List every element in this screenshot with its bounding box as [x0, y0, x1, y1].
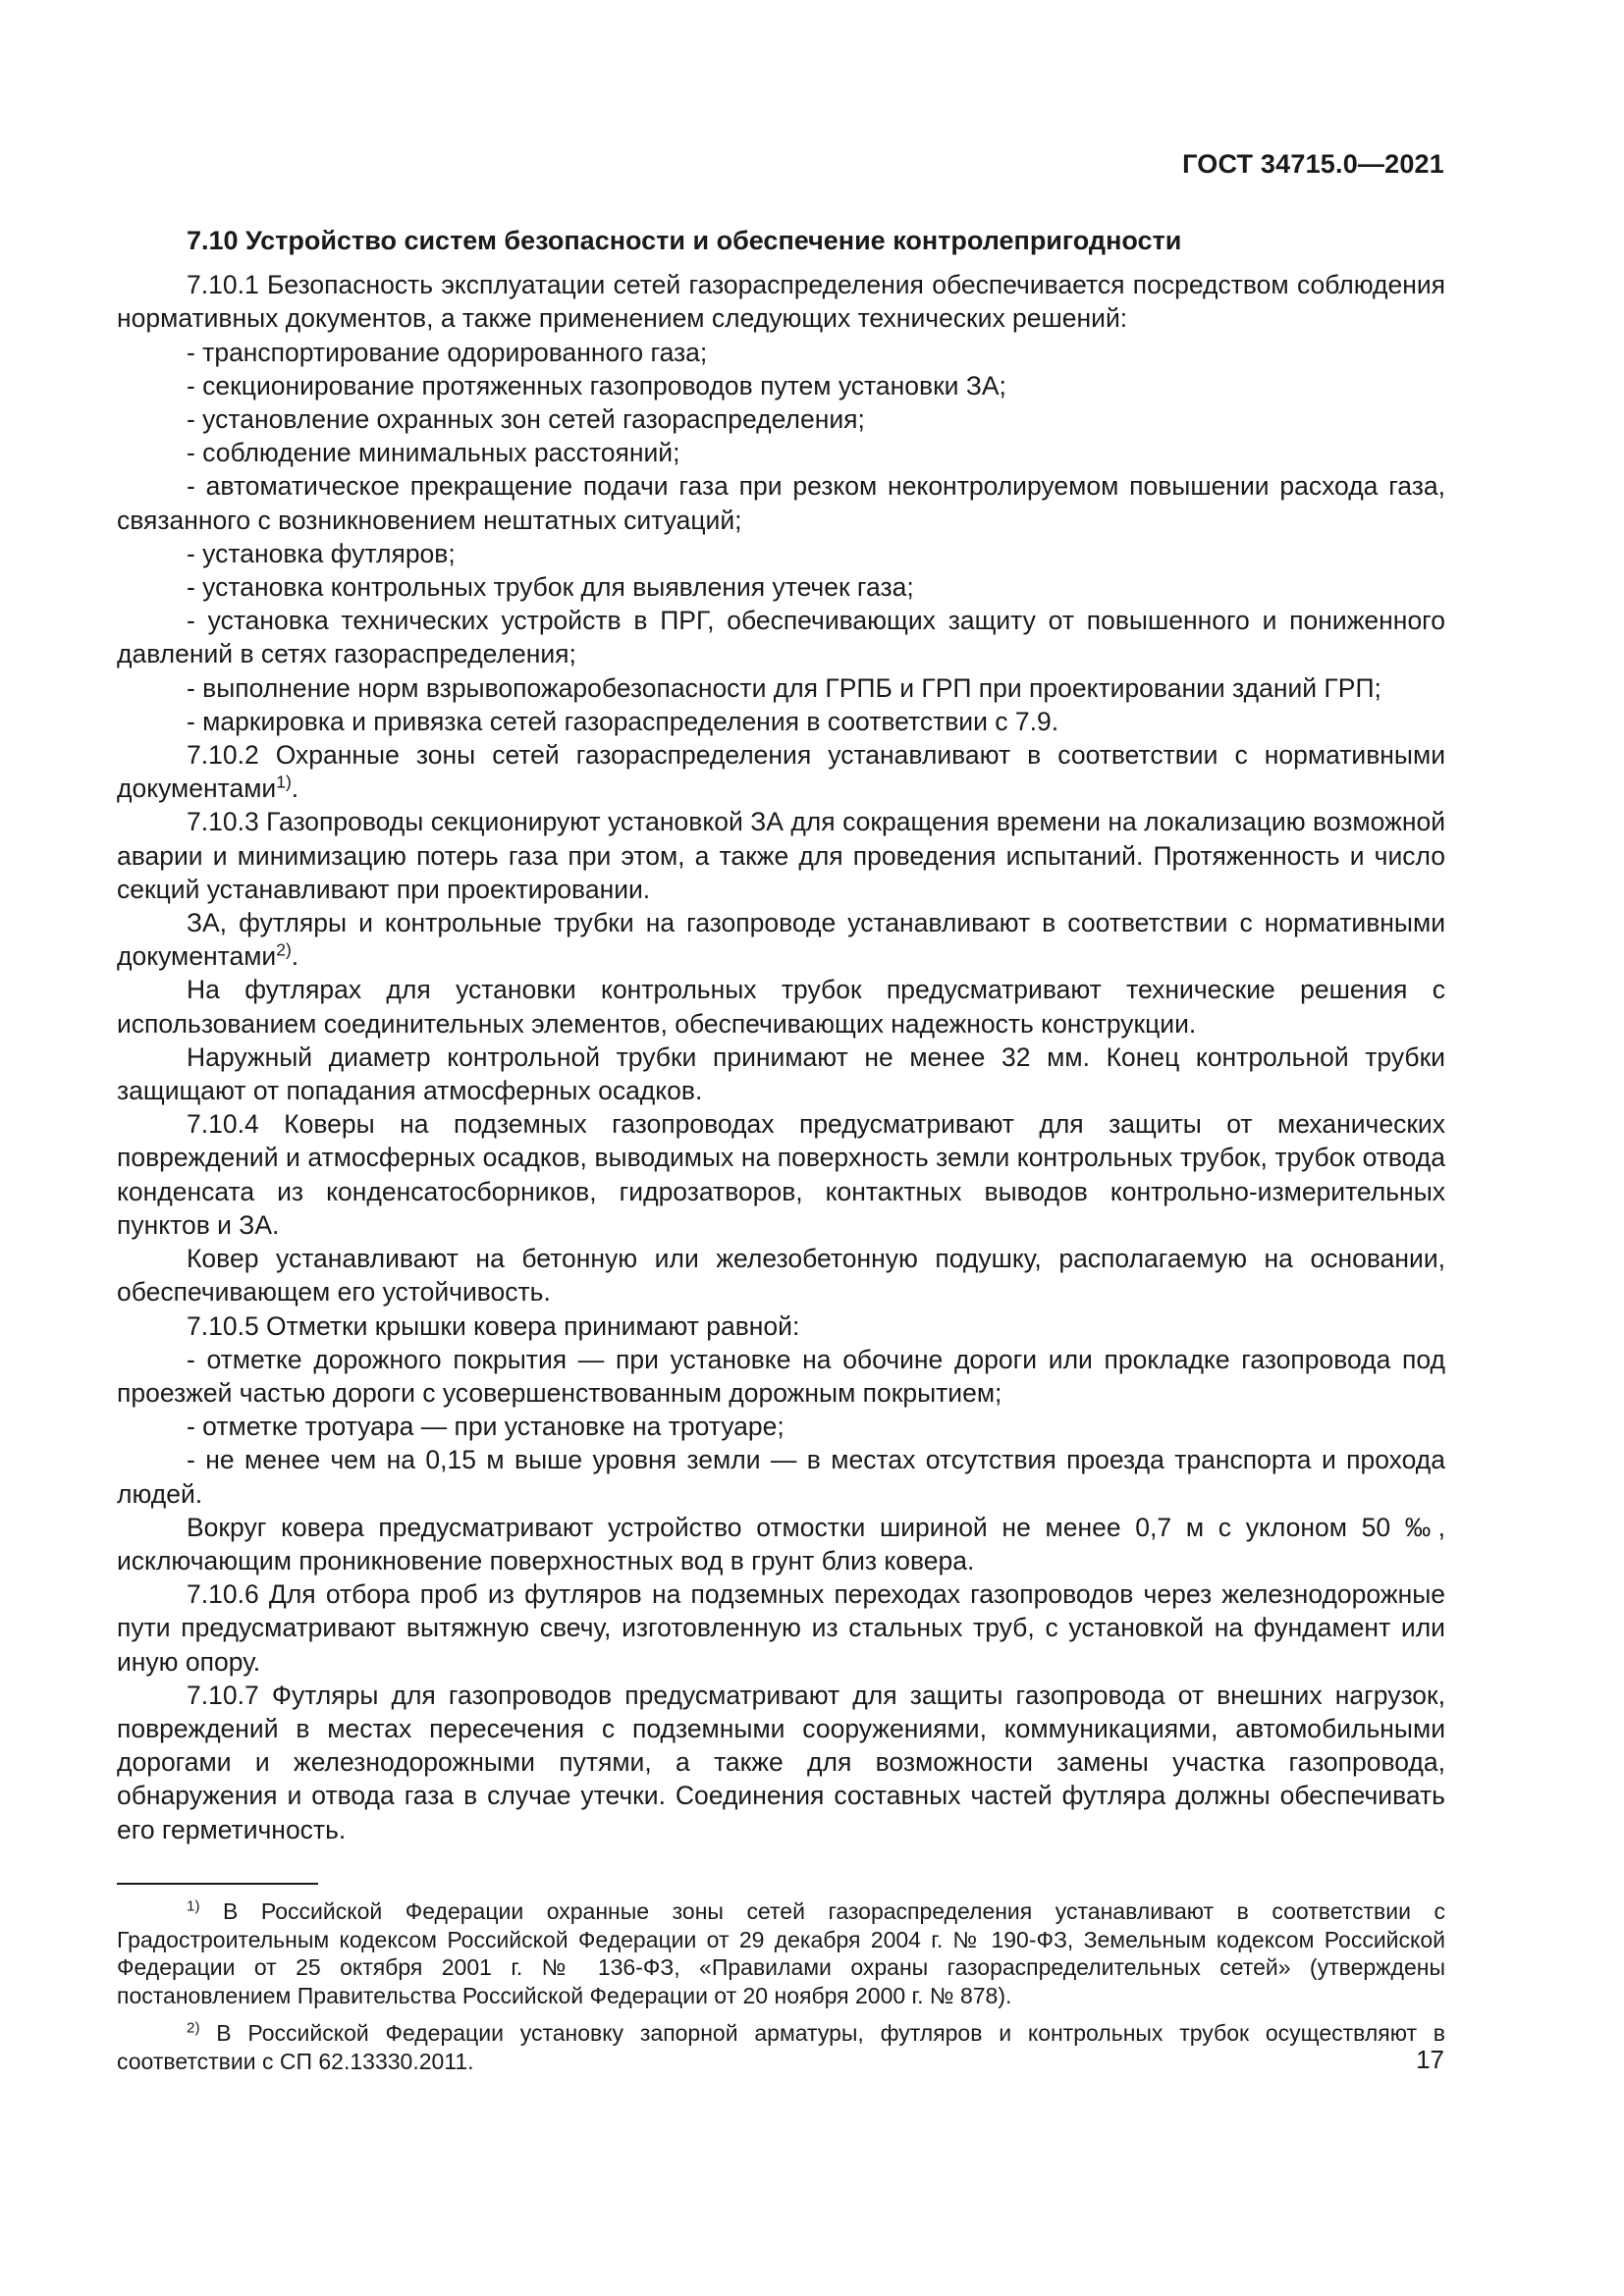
document-code-header: ГОСТ 34715.0—2021: [1182, 149, 1444, 179]
section-title: 7.10 Устройство систем безопасности и обеспечение контролепригодности: [187, 226, 1182, 255]
footnote-mark: 1): [187, 1897, 200, 1915]
footnote-text: В Российской Федерации установку запорной арматуры, футляров и контрольных трубок осуществляют в соответствии с СП 62.13330.2011.: [117, 2020, 1446, 2074]
list-item: - маркировка и привязка сетей газораспределения в соответствии с 7.9.: [187, 706, 1059, 736]
paragraph-7-10-1: 7.10.1 Безопасность эксплуатации сетей газораспределения обеспечивается посредством соблюдения нормативных документов, а также применением следующих технических решений:: [117, 270, 1445, 334]
paragraph-7-10-6: 7.10.6 Для отбора проб из футляров на подземных переходах газопроводов через железнодорожные пути предусматривают вытяжную свечу, изготовленную из стальных труб, с установкой на фундамент или иную опору.: [117, 1579, 1445, 1677]
list-item: - автоматическое прекращение подачи газа при резком неконтролируемом повышении расхода газа, связанного с возникновением нештатных ситуаций;: [117, 471, 1445, 535]
paragraph-diameter: Наружный диаметр контрольной трубки принимают не менее 32 мм. Конец контрольной трубки защищают от попадания атмосферных осадков.: [117, 1041, 1445, 1106]
list-item: - секционирование протяженных газопроводов путем установки ЗА;: [187, 370, 1006, 400]
paragraph-7-10-4: 7.10.4 Коверы на подземных газопроводах предусматривают для защиты от механических повреждений и атмосферных осадков, выводимых на поверхность земли контрольных трубок, трубок отвода конденсата из конденсатосборников, гидрозатворов, контактных выводов контрольно-измерительных пунктов и ЗА.: [117, 1109, 1445, 1240]
list-item: - транспортирование одорированного газа;: [187, 337, 708, 367]
paragraph-period: .: [291, 774, 299, 804]
list-item: - установка футляров;: [187, 538, 456, 568]
paragraph-text: ЗА, футляры и контрольные трубки на газопроводе устанавливают в соответствии с нормативными документами: [117, 908, 1445, 972]
footnote-divider: [117, 1883, 318, 1885]
page-number: 17: [1416, 2045, 1444, 2074]
footnote-text: В Российской Федерации охранные зоны сетей газораспределения устанавливают в соответствии с Градостроительным кодексом Российской Федерации от 29 декабря 2004 г. № 190-ФЗ, Земельным кодексом Российской Федерации от 25 октября 2001 г. № 136-ФЗ, «Правилами охраны газораспределительных сетей» (утверждены постановлением Правительства Российской Федерации от 20 ноября 2000 г. № 878).: [117, 1898, 1446, 2008]
list-item: - отметке тротуара — при установке на тротуаре;: [187, 1412, 785, 1442]
paragraph-period: .: [291, 941, 299, 972]
footnotes: [117, 1897, 1445, 2085]
list-item: - выполнение норм взрывопожаробезопасности для ГРПБ и ГРП при проектировании зданий ГРП;: [187, 672, 1381, 703]
paragraph-7-10-3: 7.10.3 Газопроводы секционируют установкой ЗА для сокращения времени на локализацию возможной аварии и минимизацию потерь газа при этом, а также для проведения испытаний. Протяженность и число секций устанавливают при проектировании.: [117, 807, 1445, 904]
footnote-ref-2[interactable]: 2): [276, 939, 292, 960]
footnote-1: [117, 1897, 1445, 2009]
paragraph-otmostka: Вокруг ковера предусматривают устройство отмостки шириной не менее 0,7 м с уклоном 50 ‰, исключающим проникновение поверхностных вод в грунт близ ковера.: [117, 1512, 1445, 1575]
paragraph-7-10-5: 7.10.5 Отметки крышки ковера принимают равной:: [187, 1310, 800, 1341]
footnote-mark: 2): [187, 2019, 200, 2037]
list-item: - отметке дорожного покрытия — при установке на обочине дороги или прокладке газопровода под проезжей частью дороги с усовершенствованным дорожным покрытием;: [117, 1344, 1445, 1408]
footnote-ref-1[interactable]: 1): [276, 772, 292, 792]
list-item: - установка контрольных трубок для выявления утечек газа;: [187, 572, 914, 603]
list-item: - не менее чем на 0,15 м выше уровня земли — в местах отсутствия проезда транспорта и прохода людей.: [117, 1445, 1445, 1509]
paragraph-text: 7.10.2 Охранные зоны сетей газораспределения устанавливают в соответствии с нормативными документами: [117, 740, 1445, 804]
list-item: - соблюдение минимальных расстояний;: [187, 438, 680, 468]
paragraph-futlyary-trubki: На футлярах для установки контрольных трубок предусматривают технические решения с использованием соединительных элементов, обеспечивающих надежность конструкции.: [117, 975, 1445, 1039]
footnote-2: [117, 2019, 1445, 2075]
paragraph-7-10-7: 7.10.7 Футляры для газопроводов предусматривают для защиты газопровода от внешних нагрузок, повреждений в местах пересечения с подземными сооружениями, коммуникациями, автомобильными дорогами и железнодорожными путями, а также для возможности замены участка газопровода, обнаружения и отвода газа в случае утечки. Соединения составных частей футляра должны обеспечивать его герметичность.: [117, 1680, 1445, 1844]
paragraph-za-futlyary: [117, 906, 1445, 973]
main-content: [117, 224, 1445, 1846]
paragraph-7-10-2: [117, 738, 1445, 805]
list-item: - установление охранных зон сетей газораспределения;: [187, 404, 865, 435]
list-item: - установка технических устройств в ПРГ, обеспечивающих защиту от повышенного и пониженного давлений в сетях газораспределения;: [117, 606, 1445, 669]
paragraph-kover: Ковер устанавливают на бетонную или железобетонную подушку, располагаемую на основании, обеспечивающем его устойчивость.: [117, 1244, 1445, 1308]
